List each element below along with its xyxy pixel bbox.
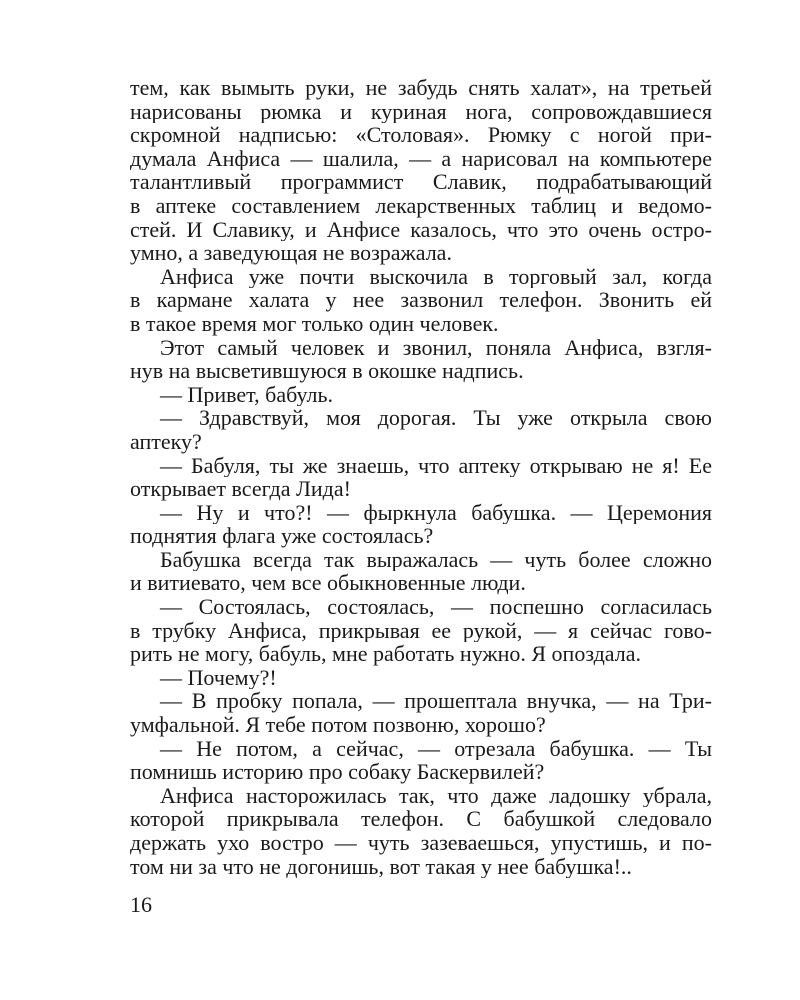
text-line: Бабушка всегда так выражалась — чуть более сложно [160, 547, 712, 572]
text-line: Анфиса насторожилась так, что даже ладошку убрала, [160, 783, 712, 808]
text-line: том ни за что не догонишь, вот такая у нее бабушка!.. [130, 854, 632, 879]
text-line: рить не могу, бабуль, мне работать нужно. Я опоздала. [130, 642, 642, 666]
text-line: — Привет, бабуль. [160, 382, 334, 407]
text-line: в кармане халата у нее зазвонил телефон. Звонить ей [130, 288, 712, 312]
text-line: Анфиса уже почти выскочила в торговый зал, когда [160, 264, 712, 289]
text-line: — Здравствуй, моя дорогая. Ты уже открыла свою [160, 406, 712, 430]
text-line: умфальной. Я тебе потом позвоню, хорошо? [130, 713, 546, 737]
text-line: помнишь историю про собаку Баскервилей? [130, 760, 545, 784]
text-line: в аптеке составлением лекарственных таблиц и ведомо- [130, 193, 712, 218]
text-line: поднятия флага уже состоялась? [130, 524, 434, 548]
text-line: аптеку? [130, 429, 202, 454]
text-line: тем, как вымыть руки, не забудь снять халат», на третьей [130, 76, 712, 100]
text-line: талантливый программист Славик, подрабатывающий [130, 170, 712, 194]
text-line: в такое время мог только один человек. [130, 311, 499, 336]
text-line: стей. И Славику, и Анфисе казалось, что это очень остро- [130, 217, 712, 242]
text-line: открывает всегда Лида! [130, 477, 351, 501]
text-line: нув на высветившуюся в окошке надпись. [130, 359, 524, 383]
text-line: — В пробку попала, — прошептала внучка, — на Три- [160, 689, 712, 714]
text-line: Этот самый человек и звонил, поняла Анфиса, взгля- [160, 335, 712, 360]
text-line: и витиевато, чем все обыкновенные люди. [130, 571, 526, 596]
text-line: держать ухо востро — чуть зазеваешься, упустишь, и по- [130, 831, 712, 855]
text-line: которой прикрывала телефон. С бабушкой следовало [130, 807, 712, 831]
text-line: в трубку Анфиса, прикрывая ее рукой, — я сейчас гово- [130, 618, 712, 643]
book-page-text [130, 76, 712, 878]
text-line: — Почему?! [160, 665, 277, 690]
text-line: — Ну и что?! — фыркнула бабушка. — Церемония [160, 500, 712, 525]
text-line: — Состоялась, состоялась, — поспешно согласилась [160, 595, 712, 619]
text-line: скромной надписью: «Столовая». Рюмку с ногой при- [130, 123, 712, 147]
page-number: 16 [130, 892, 152, 917]
text-line: — Бабуля, ты же знаешь, что аптеку открываю не я! Ее [160, 453, 712, 478]
text-line: нарисованы рюмка и куриная нога, сопровождавшиеся [130, 99, 712, 124]
text-line: — Не потом, а сейчас, — отрезала бабушка. — Ты [160, 736, 712, 761]
text-line: думала Анфиса — шалила, — а нарисовал на компьютере [130, 146, 712, 171]
text-line: умно, а заведующая не возражала. [130, 241, 452, 265]
